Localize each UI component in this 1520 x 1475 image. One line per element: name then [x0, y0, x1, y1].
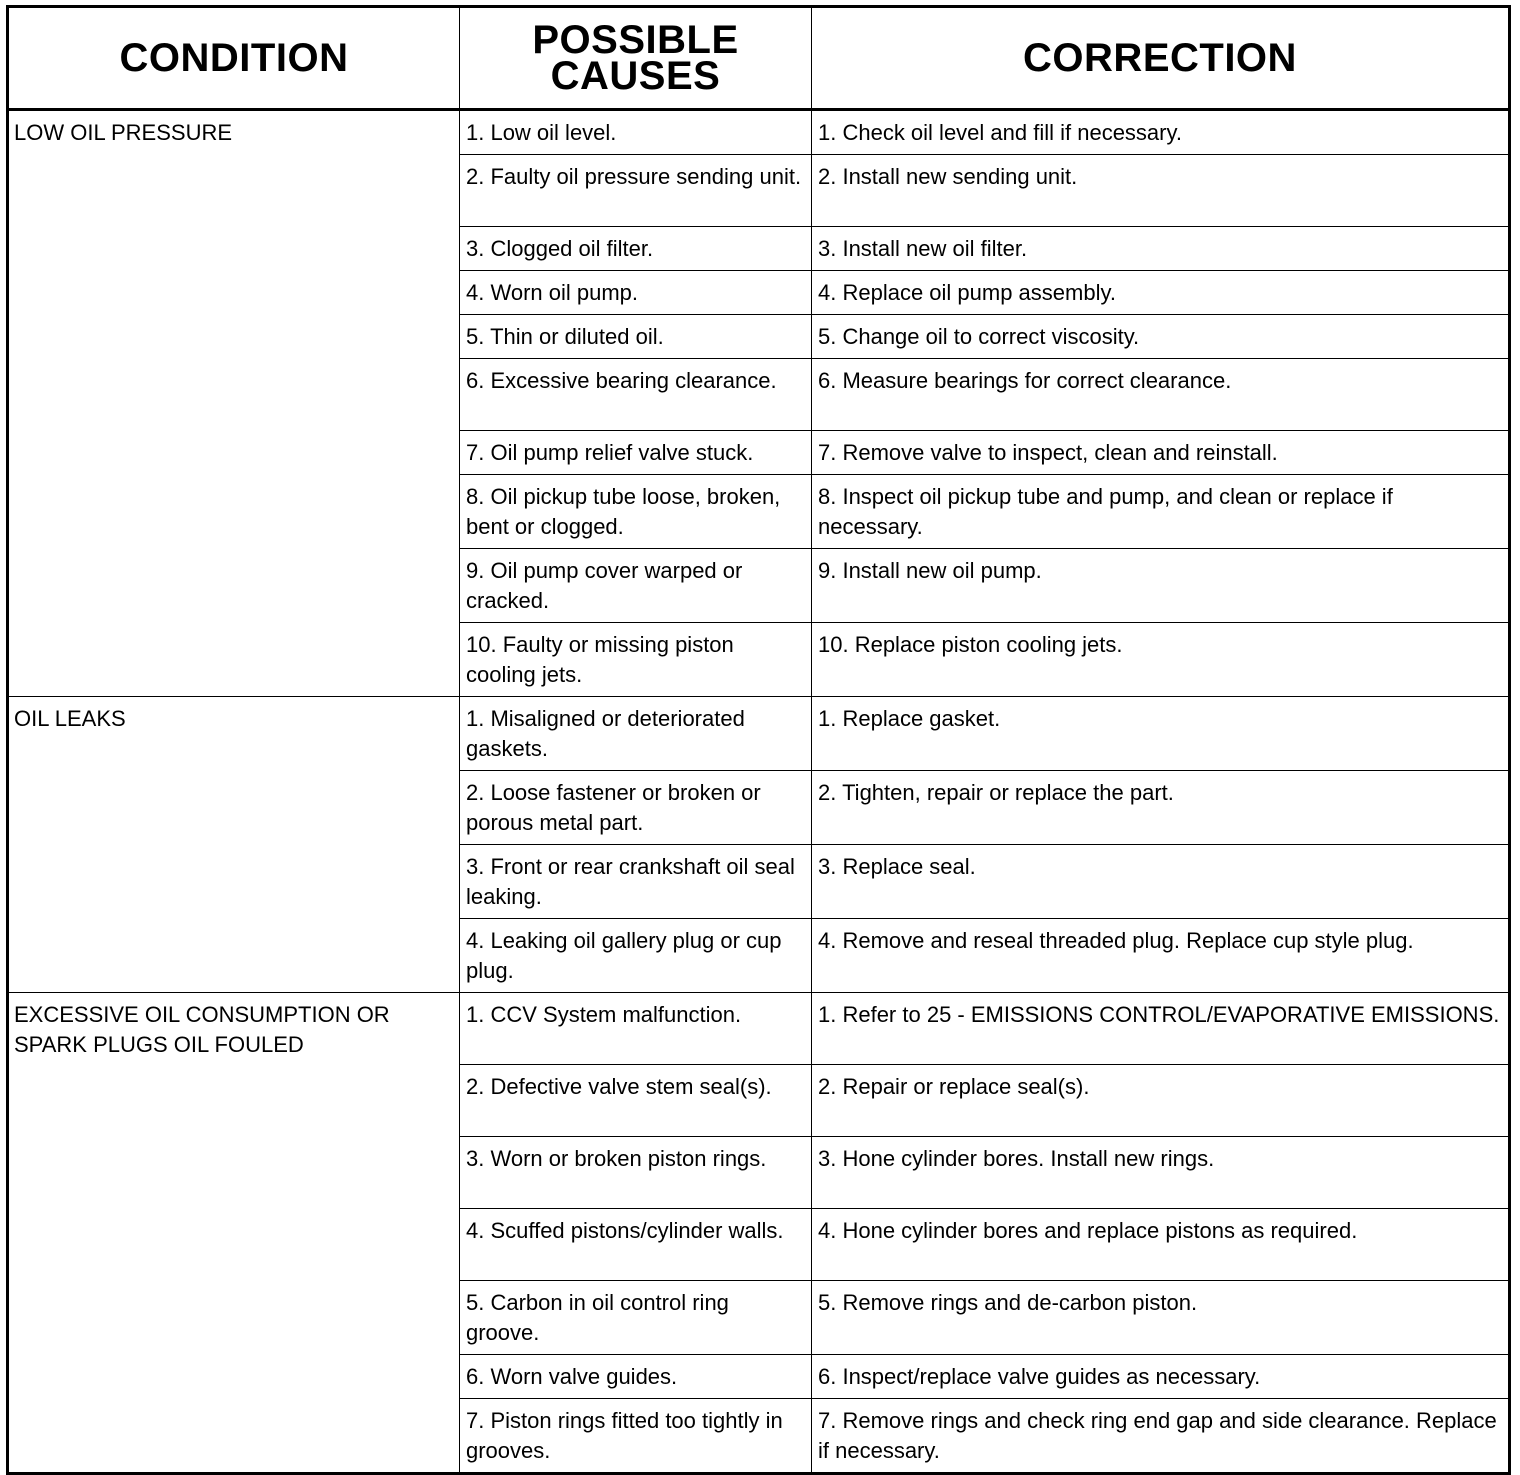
condition-oil-leaks: OIL LEAKS	[8, 697, 460, 993]
cause-cell: 10. Faulty or missing piston cooling jets.	[460, 623, 812, 697]
cause-cell: 2. Loose fastener or broken or porous metal part.	[460, 771, 812, 845]
cause-cell: 5. Carbon in oil control ring groove.	[460, 1281, 812, 1355]
cause-cell: 2. Faulty oil pressure sending unit.	[460, 155, 812, 227]
correction-cell: 2. Install new sending unit.	[812, 155, 1510, 227]
header-correction: CORRECTION	[812, 7, 1510, 110]
correction-cell: 1. Check oil level and fill if necessary.	[812, 110, 1510, 155]
correction-cell: 2. Tighten, repair or replace the part.	[812, 771, 1510, 845]
correction-cell: 1. Replace gasket.	[812, 697, 1510, 771]
header-possible-causes: POSSIBLE CAUSES	[460, 7, 812, 110]
table-row	[8, 110, 1510, 155]
correction-cell: 6. Inspect/replace valve guides as necessary.	[812, 1355, 1510, 1399]
correction-cell: 6. Measure bearings for correct clearance.	[812, 359, 1510, 431]
correction-cell: 8. Inspect oil pickup tube and pump, and clean or replace if necessary.	[812, 475, 1510, 549]
cause-cell: 8. Oil pickup tube loose, broken, bent or clogged.	[460, 475, 812, 549]
cause-cell: 1. Misaligned or deteriorated gaskets.	[460, 697, 812, 771]
cause-cell: 1. CCV System malfunction.	[460, 993, 812, 1065]
table-row	[8, 697, 1510, 771]
cause-cell: 2. Defective valve stem seal(s).	[460, 1065, 812, 1137]
cause-cell: 4. Leaking oil gallery plug or cup plug.	[460, 919, 812, 993]
correction-cell: 7. Remove valve to inspect, clean and reinstall.	[812, 431, 1510, 475]
correction-cell: 3. Install new oil filter.	[812, 227, 1510, 271]
correction-cell: 5. Change oil to correct viscosity.	[812, 315, 1510, 359]
cause-cell: 3. Worn or broken piston rings.	[460, 1137, 812, 1209]
cause-cell: 5. Thin or diluted oil.	[460, 315, 812, 359]
correction-cell: 3. Replace seal.	[812, 845, 1510, 919]
correction-cell: 7. Remove rings and check ring end gap and side clearance. Replace if necessary.	[812, 1399, 1510, 1474]
cause-cell: 4. Worn oil pump.	[460, 271, 812, 315]
table-row	[8, 993, 1510, 1065]
cause-cell: 3. Clogged oil filter.	[460, 227, 812, 271]
cause-cell: 4. Scuffed pistons/cylinder walls.	[460, 1209, 812, 1281]
cause-cell: 1. Low oil level.	[460, 110, 812, 155]
correction-cell: 4. Hone cylinder bores and replace pistons as required.	[812, 1209, 1510, 1281]
header-row	[8, 7, 1510, 110]
correction-cell: 3. Hone cylinder bores. Install new rings.	[812, 1137, 1510, 1209]
correction-cell: 1. Refer to 25 - EMISSIONS CONTROL/EVAPORATIVE EMISSIONS.	[812, 993, 1510, 1065]
diagnosis-table	[6, 5, 1511, 1475]
cause-cell: 3. Front or rear crankshaft oil seal leaking.	[460, 845, 812, 919]
header-condition: CONDITION	[8, 7, 460, 110]
cause-cell: 6. Excessive bearing clearance.	[460, 359, 812, 431]
cause-cell: 7. Oil pump relief valve stuck.	[460, 431, 812, 475]
condition-low-oil-pressure: LOW OIL PRESSURE	[8, 110, 460, 697]
cause-cell: 6. Worn valve guides.	[460, 1355, 812, 1399]
correction-cell: 2. Repair or replace seal(s).	[812, 1065, 1510, 1137]
correction-cell: 4. Replace oil pump assembly.	[812, 271, 1510, 315]
cause-cell: 7. Piston rings fitted too tightly in grooves.	[460, 1399, 812, 1474]
correction-cell: 4. Remove and reseal threaded plug. Replace cup style plug.	[812, 919, 1510, 993]
correction-cell: 10. Replace piston cooling jets.	[812, 623, 1510, 697]
condition-excessive-oil-consumption: EXCESSIVE OIL CONSUMPTION OR SPARK PLUGS OIL FOULED	[8, 993, 460, 1474]
cause-cell: 9. Oil pump cover warped or cracked.	[460, 549, 812, 623]
correction-cell: 9. Install new oil pump.	[812, 549, 1510, 623]
correction-cell: 5. Remove rings and de-carbon piston.	[812, 1281, 1510, 1355]
